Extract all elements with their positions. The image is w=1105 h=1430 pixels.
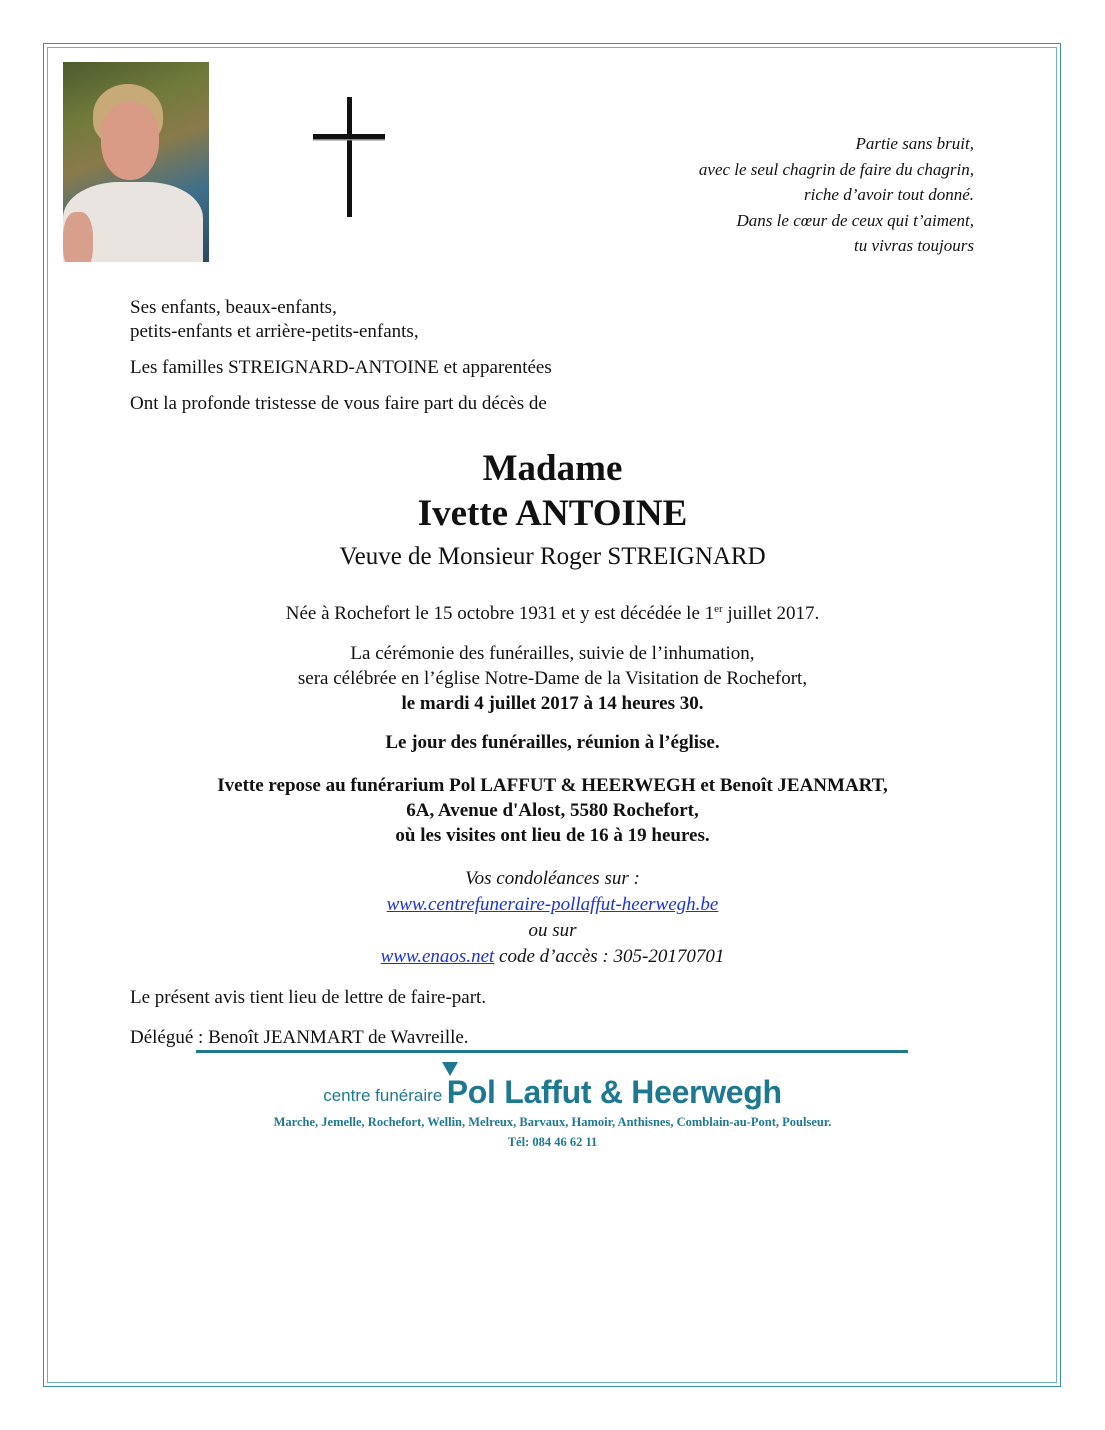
birth-death-line: Née à Rochefort le 15 octobre 1931 et y est décédée le 1er juillet 2017. — [285, 603, 820, 624]
family-line-1: Ses enfants, beaux-enfants, — [130, 297, 337, 318]
delegate-line: Délégué : Benoît JEANMART de Wavreille. — [130, 1027, 469, 1048]
funeral-home-logo — [0, 1074, 1105, 1111]
poem-line: riche d’avoir tout donné. — [804, 185, 974, 204]
logo-name: Pol Laffut & Heerwegh — [446, 1074, 782, 1110]
intro-text — [130, 296, 552, 428]
ceremony-line-2: sera célébrée en l’église Notre-Dame de la Visitation de Rochefort, — [297, 668, 808, 689]
families-line: Les familles STREIGNARD-ANTOINE et apparentées — [130, 357, 552, 378]
repose-block — [0, 773, 1105, 848]
phone-line: Tél: 084 46 62 11 — [507, 1135, 598, 1149]
family-lines — [130, 296, 552, 344]
poem-line: tu vivras toujours — [854, 236, 974, 255]
family-line-2: petits-enfants et arrière-petits-enfants, — [130, 321, 419, 342]
or-text: ou sur — [528, 920, 577, 941]
poem-line: avec le seul chagrin de faire du chagrin, — [698, 159, 974, 179]
separator-line — [196, 1050, 908, 1053]
poem — [699, 131, 974, 259]
enaos-link[interactable]: www.enaos.net — [380, 946, 495, 967]
ceremony-line-1: La cérémonie des funérailles, suivie de l’inhumation, — [350, 643, 755, 664]
announcement-line: Ont la profonde tristesse de vous faire part du décès de — [130, 393, 547, 414]
notice-line: Le présent avis tient lieu de lettre de faire-part. — [130, 987, 487, 1008]
funeral-center-link[interactable]: www.centrefuneraire-pollaffut-heerwegh.be — [386, 894, 719, 915]
ceremony-block — [0, 641, 1105, 716]
logo-small-text: centre funéraire — [323, 1086, 443, 1105]
repose-line-1: Ivette repose au funérarium Pol LAFFUT & HEERWEGH et Benoît JEANMART, — [217, 775, 888, 796]
condolences-label: Vos condoléances sur : — [465, 868, 640, 889]
widow-line: Veuve de Monsieur Roger STREIGNARD — [339, 543, 766, 570]
repose-line-3: où les visites ont lieu de 16 à 19 heures. — [395, 825, 710, 846]
condolences-block — [0, 866, 1105, 970]
access-code: code d’accès : 305-20170701 — [494, 946, 725, 967]
repose-line-2: 6A, Avenue d'Alost, 5580 Rochefort, — [406, 800, 699, 821]
poem-line: Partie sans bruit, — [855, 134, 974, 153]
cross-icon — [313, 97, 385, 217]
deceased-name: Ivette ANTOINE — [417, 493, 688, 534]
reunion-line: Le jour des funérailles, réunion à l’église. — [385, 732, 720, 753]
ceremony-date: le mardi 4 juillet 2017 à 14 heures 30. — [401, 693, 704, 714]
locations-line: Marche, Jemelle, Rochefort, Wellin, Melreux, Barvaux, Hamoir, Anthisnes, Comblain-au-Pont, Poulseur. — [273, 1115, 832, 1129]
portrait-photo — [63, 62, 209, 262]
poem-line: Dans le cœur de ceux qui t’aiment, — [736, 210, 974, 230]
deceased-title: Madame — [482, 448, 623, 489]
